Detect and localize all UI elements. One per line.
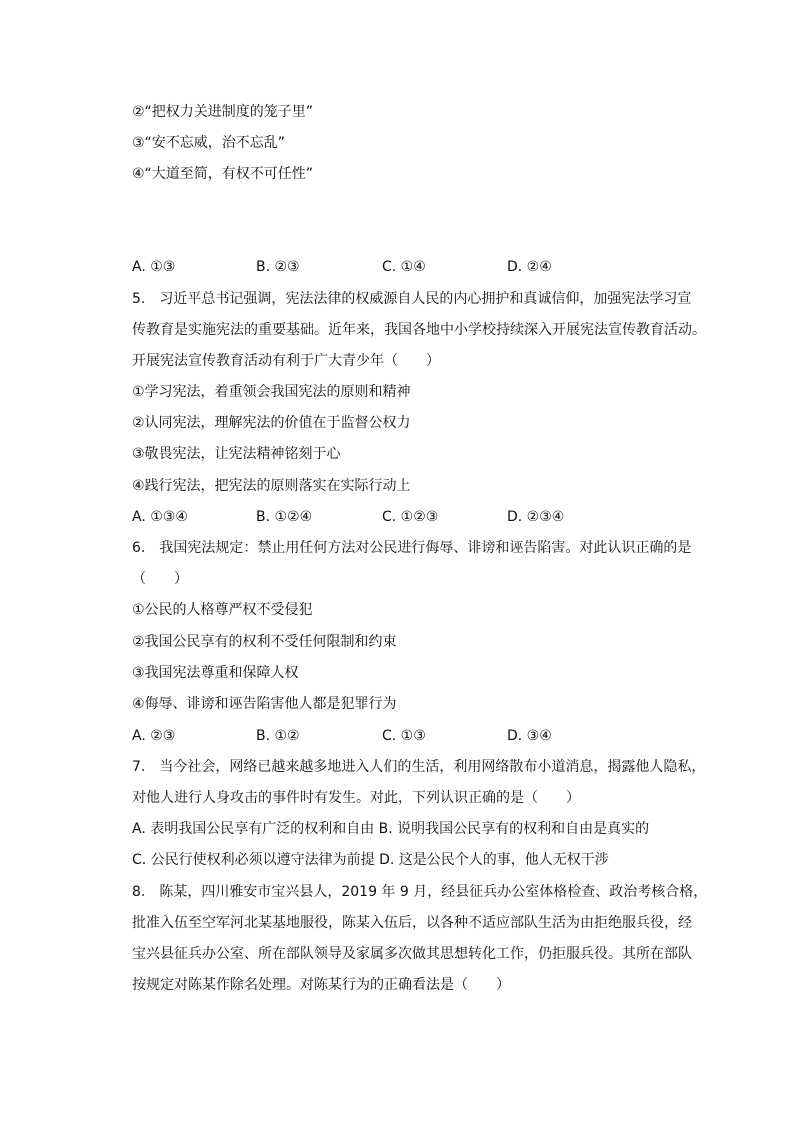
q5-stem-line-1: 5. 习近平总书记强调，宪法法律的权威源自人民的内心拥护和真诚信仰，加强宪法学习宣 bbox=[132, 291, 692, 307]
q7-options-line-2: C. 公民行使权利必须以遵守法律为前提 D. 这是公民个人的事，他人无权干涉 bbox=[132, 852, 609, 868]
q6-item-3: ③我国宪法尊重和保障人权 bbox=[132, 665, 299, 681]
q6-item-4: ④侮辱、诽谤和诬告陷害他人都是犯罪行为 bbox=[132, 696, 397, 712]
q5-item-3: ③敬畏宪法，让宪法精神铭刻于心 bbox=[132, 446, 341, 462]
q5-option-b: B. ①②④ bbox=[256, 509, 313, 525]
q8-stem-line-4: 按规定对陈某作除名处理。对陈某行为的正确看法是（ ） bbox=[132, 977, 510, 993]
q8-stem-line-2: 批准入伍至空军河北某基地服役，陈某入伍后，以各种不适应部队生活为由拒绝服兵役，经 bbox=[132, 915, 692, 931]
q4-item-2: ②“把权力关进制度的笼子里” bbox=[132, 104, 314, 120]
q4-option-c: C. ①④ bbox=[382, 259, 426, 275]
q7-options-line-1: A. 表明我国公民享有广泛的权利和自由 B. 说明我国公民享有的权利和自由是真实的 bbox=[132, 821, 650, 837]
q8-stem-line-1: 8. 陈某，四川雅安市宝兴县人，2019 年 9 月，经县征兵办公室体格检查、政治考核合格， bbox=[132, 884, 708, 900]
q5-stem-line-2: 传教育是实施宪法的重要基础。近年来，我国各地中小学校持续深入开展宪法宣传教育活动。 bbox=[132, 322, 706, 338]
q5-stem-line-3: 开展宪法宣传教育活动有利于广大青少年（ ） bbox=[132, 353, 440, 369]
q4-option-a: A. ①③ bbox=[132, 259, 176, 275]
q5-option-c: C. ①②③ bbox=[382, 509, 439, 525]
q4-item-4: ④“大道至简，有权不可任性” bbox=[132, 166, 314, 182]
q6-option-b: B. ①② bbox=[256, 728, 300, 744]
q6-item-2: ②我国公民享有的权利不受任何限制和约束 bbox=[132, 634, 397, 650]
q7-stem-line-1: 7. 当今社会，网络已越来越多地进入人们的生活，利用网络散布小道消息，揭露他人隐私， bbox=[132, 759, 706, 775]
q5-option-a: A. ①③④ bbox=[132, 509, 188, 525]
q8-stem-line-3: 宝兴县征兵办公室、所在部队领导及家属多次做其思想转化工作，仍拒服兵役。其所在部队 bbox=[132, 946, 692, 962]
q5-item-4: ④践行宪法，把宪法的原则落实在实际行动上 bbox=[132, 478, 411, 494]
q5-option-d: D. ②③④ bbox=[507, 509, 565, 525]
q7-stem-line-2: 对他人进行人身攻击的事件时有发生。对此，下列认识正确的是（ ） bbox=[132, 790, 580, 806]
q5-item-1: ①学习宪法，着重领会我国宪法的原则和精神 bbox=[132, 384, 411, 400]
q4-item-3: ③“安不忘威，治不忘乱” bbox=[132, 135, 286, 151]
q6-option-c: C. ①③ bbox=[382, 728, 426, 744]
q5-item-2: ②认同宪法，理解宪法的价值在于监督公权力 bbox=[132, 415, 411, 431]
q4-option-d: D. ②④ bbox=[507, 259, 552, 275]
q4-option-b: B. ②③ bbox=[256, 259, 300, 275]
q6-option-a: A. ②③ bbox=[132, 728, 176, 744]
q6-option-d: D. ③④ bbox=[507, 728, 552, 744]
q6-stem-line-2: （ ） bbox=[132, 571, 188, 587]
q6-stem-line-1: 6. 我国宪法规定：禁止用任何方法对公民进行侮辱、诽谤和诬告陷害。对此认识正确的是 bbox=[132, 540, 692, 556]
q6-item-1: ①公民的人格尊严权不受侵犯 bbox=[132, 602, 313, 618]
